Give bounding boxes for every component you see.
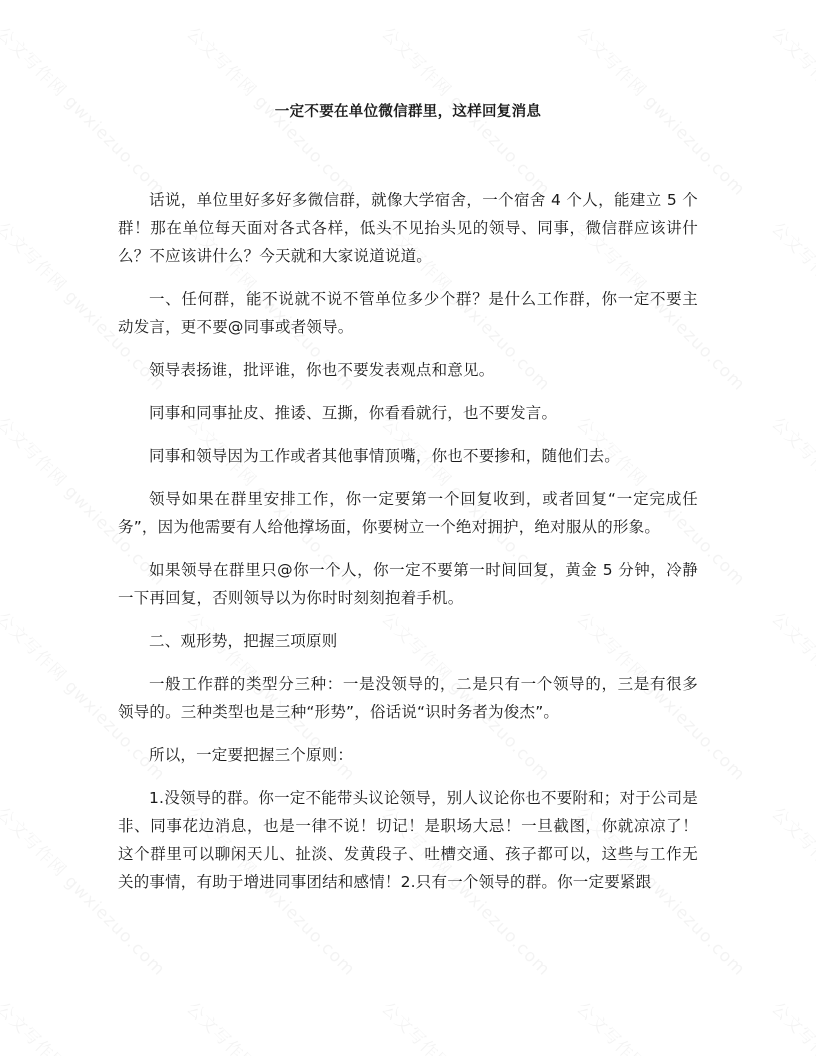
document-body bbox=[118, 186, 698, 911]
paragraph: 所以，一定要把握三个原则： bbox=[149, 746, 354, 764]
paragraph: 一、任何群，能不说就不说不管单位多少个群？是什么工作群，你一定不要主动发言，更不要@同事或者领导。 bbox=[118, 290, 698, 336]
paragraph: 领导如果在群里安排工作，你一定要第一个回复收到，或者回复“一定完成任务”，因为他需要有人给他撑场面，你要树立一个绝对拥护，绝对服从的形象。 bbox=[118, 490, 698, 536]
paragraph: 话说，单位里好多好多微信群，就像大学宿舍，一个宿舍 4 个人，能建立 5 个群！那在单位每天面对各式各样，低头不见抬头见的领导、同事，微信群应该讲什么？不应该讲什么？今天就和大家说道说道。 bbox=[118, 191, 698, 265]
paragraph: 同事和领导因为工作或者其他事情顶嘴，你也不要掺和，随他们去。 bbox=[149, 447, 621, 465]
watermark-text bbox=[767, 20, 816, 200]
paragraph: 1.没领导的群。你一定不能带头议论领导，别人议论你也不要附和；对于公司是非、同事花边消息，也是一律不说！切记！是职场大忌！一旦截图，你就凉凉了！这个群里可以聊闲天儿、扯淡、发黄段子、吐槽交通、孩子都可以，这些与工作无关的事情，有助于增进同事团结和感情！2.只有一个领导的群。你一定要紧跟 bbox=[118, 789, 698, 891]
watermark-text bbox=[377, 995, 557, 1056]
watermark-text bbox=[767, 410, 816, 590]
watermark-text bbox=[182, 995, 362, 1056]
paragraph: 同事和同事扯皮、推诿、互撕，你看看就行，也不要发言。 bbox=[149, 404, 558, 422]
paragraph: 如果领导在群里只@你一个人，你一定不要第一时间回复，黄金 5 分钟，冷静一下再回复，否则领导以为你时时刻刻抱着手机。 bbox=[118, 561, 698, 607]
watermark-text bbox=[767, 605, 816, 785]
paragraph: 领导表扬谁，批评谁，你也不要发表观点和意见。 bbox=[149, 361, 495, 379]
paragraph: 二、观形势，把握三项原则 bbox=[149, 632, 338, 650]
paragraph: 一般工作群的类型分三种：一是没领导的，二是只有一个领导的，三是有很多领导的。三种类型也是三种“形势”，俗话说“识时务者为俊杰”。 bbox=[118, 675, 698, 721]
document-title: 一定不要在单位微信群里，这样回复消息 bbox=[274, 104, 542, 120]
watermark-text bbox=[767, 800, 816, 980]
watermark-text bbox=[0, 995, 173, 1056]
watermark-text bbox=[767, 995, 816, 1056]
watermark-text bbox=[572, 995, 752, 1056]
watermark-text bbox=[767, 215, 816, 395]
